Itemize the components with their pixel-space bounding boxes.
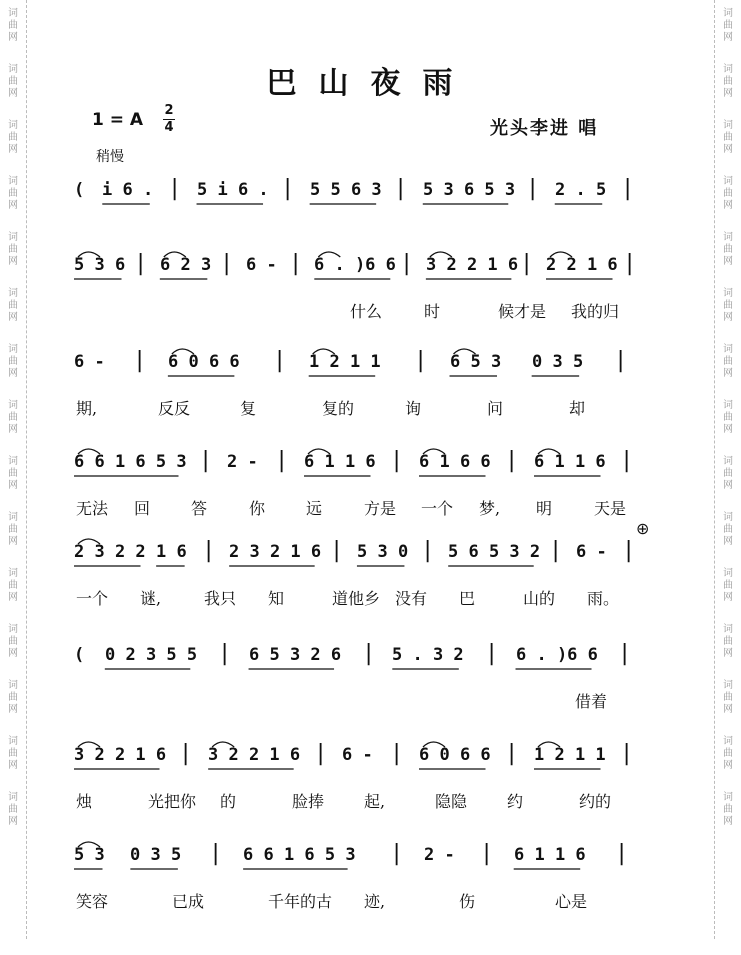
lyric-word: 约的 <box>579 792 612 811</box>
barline: | <box>330 538 344 563</box>
slur-arc <box>454 349 476 354</box>
watermark-char: 网 <box>723 144 733 155</box>
watermark-char: 曲 <box>8 748 18 759</box>
lyric-word: 反反 <box>158 399 191 418</box>
watermark-char: 网 <box>8 144 18 155</box>
watermark-char: 曲 <box>8 132 18 143</box>
watermark-char: 词 <box>723 568 733 579</box>
note-group: 0 3 5 <box>130 845 182 865</box>
note-group: 2 . 5 <box>555 180 607 200</box>
note-group: 5 3 6 5 3 <box>423 180 516 200</box>
barline: | <box>620 741 634 766</box>
barline: | <box>390 741 404 766</box>
lyric-word: 道他乡 <box>332 589 381 608</box>
barline: | <box>220 251 234 276</box>
barline: | <box>549 538 563 563</box>
slur-arc <box>430 252 452 257</box>
watermark-char: 网 <box>8 704 18 715</box>
key-signature: 1 = A <box>92 110 144 130</box>
watermark-char: 曲 <box>723 748 733 759</box>
watermark-char: 词 <box>8 512 18 523</box>
watermark-char: 曲 <box>8 468 18 479</box>
watermark-char: 曲 <box>723 468 733 479</box>
watermark-char: 网 <box>8 256 18 267</box>
barline: | <box>134 251 148 276</box>
beam-and-slur-marks <box>70 170 655 220</box>
notation-line <box>70 641 655 675</box>
watermark-char: 词 <box>723 344 733 355</box>
watermark-char: 网 <box>723 704 733 715</box>
barline: | <box>218 641 232 666</box>
barline: | <box>621 176 635 201</box>
watermark-char: 词 <box>723 512 733 523</box>
slur-arc <box>538 742 560 747</box>
time-signature <box>163 104 175 135</box>
lyric-word: 却 <box>569 399 586 418</box>
barline: | <box>209 841 223 866</box>
watermark-char: 词 <box>8 568 18 579</box>
watermark-char: 词 <box>723 120 733 131</box>
watermark-char: 曲 <box>723 636 733 647</box>
watermark-char: 词 <box>8 792 18 803</box>
note-group: 2 3 2 1 6 <box>229 542 322 562</box>
lyric-word: 约 <box>507 792 524 811</box>
watermark-char: 曲 <box>723 188 733 199</box>
watermark-char: 网 <box>723 200 733 211</box>
watermark-char: 曲 <box>723 692 733 703</box>
lyric-word: 的 <box>220 792 237 811</box>
barline: | <box>615 841 629 866</box>
note-group: 6 0 6 6 <box>419 745 491 765</box>
barline: | <box>505 741 519 766</box>
lyric-word: 询 <box>405 399 422 418</box>
watermark-char: 曲 <box>8 636 18 647</box>
lyric-word: 笑容 <box>76 892 109 911</box>
note-group: 1 2 1 1 <box>309 352 381 372</box>
note-group: 6 6 1 6 5 3 <box>74 452 187 472</box>
lyric-word: 问 <box>487 399 504 418</box>
barline: | <box>526 176 540 201</box>
singer-credit: 光头李进 唱 <box>490 118 599 139</box>
watermark-char: 网 <box>8 424 18 435</box>
lyric-word: 答 <box>191 499 208 518</box>
note-group: 6 2 3 <box>160 255 212 275</box>
watermark-char: 网 <box>8 480 18 491</box>
note-group: i 6 . <box>102 180 154 200</box>
watermark-char: 词 <box>723 176 733 187</box>
lyrics-line <box>70 299 655 323</box>
lyric-word: 已成 <box>172 892 205 911</box>
lyrics-line <box>70 586 655 610</box>
watermark-char: 网 <box>8 312 18 323</box>
watermark-char: 网 <box>723 648 733 659</box>
lyric-word: 心是 <box>555 892 588 911</box>
lyric-word: 隐隐 <box>435 792 468 811</box>
watermark-char: 网 <box>723 256 733 267</box>
slur-arc <box>538 449 560 454</box>
note-group: 5 3 <box>74 845 105 865</box>
barline: | <box>390 841 404 866</box>
note-group: 6 6 1 6 5 3 <box>243 845 356 865</box>
lyrics-line <box>70 889 655 913</box>
lyric-word: 复的 <box>322 399 355 418</box>
lyric-word: 回 <box>134 499 151 518</box>
barline: | <box>314 741 328 766</box>
beam-and-slur-marks <box>70 342 655 392</box>
slur-arc <box>78 252 100 257</box>
slur-arc <box>313 349 335 354</box>
watermark-char: 词 <box>8 680 18 691</box>
watermark-char: 词 <box>8 176 18 187</box>
barline: | <box>202 538 216 563</box>
watermark-char: 词 <box>723 64 733 75</box>
watermark-char: 词 <box>8 288 18 299</box>
beam-and-slur-marks <box>70 835 655 885</box>
barline: | <box>273 348 287 373</box>
lyric-word: 巴 <box>459 589 476 608</box>
watermark-char: 词 <box>723 456 733 467</box>
note-group: 5 5 6 3 <box>310 180 382 200</box>
lyric-word: 我的归 <box>571 302 620 321</box>
watermark-char: 网 <box>723 312 733 323</box>
slur-arc <box>164 252 186 257</box>
left-watermark-strip <box>0 0 27 939</box>
lyric-word: 无法 <box>76 499 109 518</box>
watermark-char: 词 <box>723 400 733 411</box>
watermark-char: 网 <box>8 368 18 379</box>
notation-line <box>70 176 655 210</box>
notation-line <box>70 251 655 285</box>
barline: | <box>400 251 414 276</box>
lyric-word: 我只 <box>204 589 237 608</box>
lyric-word: 一个 <box>421 499 454 518</box>
note-group: 0 3 5 <box>532 352 584 372</box>
lyric-word: 明 <box>536 499 553 518</box>
watermark-char: 曲 <box>723 356 733 367</box>
lyric-word: 伤 <box>459 892 476 911</box>
barline: | <box>133 348 147 373</box>
watermark-char: 曲 <box>8 524 18 535</box>
note-group: 6 - <box>576 542 607 562</box>
watermark-char: 词 <box>8 64 18 75</box>
watermark-char: 网 <box>8 536 18 547</box>
notation-line <box>70 448 655 482</box>
slur-arc <box>550 252 572 257</box>
note-group: 6 1 1 6 <box>514 845 586 865</box>
meter-top: 2 <box>164 103 174 118</box>
watermark-char: 曲 <box>723 804 733 815</box>
note-group: 5 i 6 . <box>197 180 269 200</box>
watermark-char: 词 <box>723 624 733 635</box>
note-group: 3 2 2 1 6 <box>74 745 167 765</box>
slur-arc <box>318 252 340 257</box>
watermark-char: 词 <box>8 232 18 243</box>
note-group: 2 3 2 2 <box>74 542 146 562</box>
watermark-char: 词 <box>723 232 733 243</box>
notation-line <box>70 348 655 382</box>
barline: | <box>520 251 534 276</box>
watermark-char: 网 <box>723 480 733 491</box>
lyric-word: 谜, <box>140 589 162 608</box>
lyric-word: 复 <box>240 399 257 418</box>
note-group: 6 5 3 <box>450 352 502 372</box>
slur-arc <box>423 449 445 454</box>
watermark-char: 词 <box>8 624 18 635</box>
barline: | <box>179 741 193 766</box>
lyric-word: 光把你 <box>148 792 197 811</box>
watermark-char: 网 <box>8 760 18 771</box>
note-group: 2 - <box>227 452 258 472</box>
note-group: 1 2 1 1 <box>534 745 606 765</box>
barline: | <box>289 251 303 276</box>
watermark-char: 词 <box>723 288 733 299</box>
note-group: 6 - <box>342 745 373 765</box>
watermark-char: 词 <box>8 120 18 131</box>
watermark-char: 曲 <box>723 412 733 423</box>
lyric-word: 迹, <box>364 892 386 911</box>
slur-arc <box>78 449 100 454</box>
note-group: 6 - <box>246 255 277 275</box>
watermark-char: 曲 <box>723 20 733 31</box>
watermark-char: 网 <box>8 32 18 43</box>
note-group: ( <box>74 180 85 200</box>
watermark-char: 网 <box>723 424 733 435</box>
lyrics-line <box>70 789 655 813</box>
barline: | <box>394 176 408 201</box>
lyric-word: 千年的古 <box>268 892 333 911</box>
watermark-char: 网 <box>723 760 733 771</box>
barline: | <box>614 348 628 373</box>
barline: | <box>275 448 289 473</box>
meter-bottom: 4 <box>164 120 174 135</box>
lyrics-line <box>70 496 655 520</box>
watermark-char: 曲 <box>723 524 733 535</box>
watermark-char: 曲 <box>8 300 18 311</box>
watermark-char: 网 <box>723 32 733 43</box>
note-group: 6 0 6 6 <box>168 352 240 372</box>
barline: | <box>281 176 295 201</box>
note-group: 6 1 1 6 <box>534 452 606 472</box>
beam-and-slur-marks <box>70 442 655 492</box>
note-group: 6 1 6 6 <box>419 452 491 472</box>
slur-arc <box>212 742 234 747</box>
watermark-char: 网 <box>723 536 733 547</box>
barline: | <box>168 176 182 201</box>
watermark-char: 曲 <box>723 300 733 311</box>
lyric-word: 什么 <box>350 302 383 321</box>
lyric-word: 雨。 <box>587 589 620 608</box>
barline: | <box>505 448 519 473</box>
note-group: 0 2 3 5 5 <box>105 645 198 665</box>
watermark-char: 曲 <box>8 412 18 423</box>
slur-arc <box>78 842 100 847</box>
watermark-char: 词 <box>8 736 18 747</box>
watermark-char: 词 <box>723 736 733 747</box>
slur-arc <box>78 539 100 544</box>
lyric-word: 没有 <box>395 589 428 608</box>
watermark-char: 网 <box>8 816 18 827</box>
notation-line <box>70 741 655 775</box>
watermark-char: 网 <box>723 816 733 827</box>
barline: | <box>362 641 376 666</box>
coda-marker: ⊕ <box>636 519 650 538</box>
watermark-char: 网 <box>8 648 18 659</box>
lyric-word: 起, <box>364 792 386 811</box>
lyrics-line <box>70 689 655 713</box>
watermark-char: 网 <box>723 88 733 99</box>
lyric-word: 一个 <box>76 589 109 608</box>
barline: | <box>199 448 213 473</box>
lyric-word: 借着 <box>575 692 608 711</box>
watermark-char: 网 <box>8 88 18 99</box>
watermark-char: 曲 <box>723 76 733 87</box>
watermark-char: 词 <box>723 8 733 19</box>
note-group: 3 2 2 1 6 <box>208 745 301 765</box>
beam-and-slur-marks <box>70 532 655 582</box>
slur-arc <box>308 449 330 454</box>
note-group: ( <box>74 645 85 665</box>
beam-and-slur-marks <box>70 735 655 785</box>
watermark-char: 曲 <box>8 76 18 87</box>
note-group: 1 6 <box>156 542 187 562</box>
slur-arc <box>172 349 194 354</box>
right-watermark-strip <box>714 0 741 939</box>
note-group: 5 3 6 <box>74 255 126 275</box>
slur-arc <box>423 742 445 747</box>
barline: | <box>620 448 634 473</box>
watermark-char: 曲 <box>8 244 18 255</box>
slur-arc <box>78 742 100 747</box>
note-group: 2 2 1 6 <box>546 255 618 275</box>
barline: | <box>623 251 637 276</box>
notation-line <box>70 841 655 875</box>
watermark-char: 词 <box>723 792 733 803</box>
lyric-word: 时 <box>424 302 441 321</box>
watermark-char: 词 <box>8 400 18 411</box>
lyric-word: 知 <box>268 589 285 608</box>
note-group: 5 6 5 3 2 <box>448 542 541 562</box>
song-title: 巴山夜雨 <box>266 66 475 101</box>
note-group: 6 5 3 2 6 <box>249 645 342 665</box>
lyric-word: 你 <box>249 499 266 518</box>
note-group: 2 - <box>424 845 455 865</box>
barline: | <box>480 841 494 866</box>
lyric-word: 期, <box>76 399 98 418</box>
barline: | <box>414 348 428 373</box>
lyric-word: 烛 <box>76 792 93 811</box>
note-group: 5 . 3 2 <box>392 645 464 665</box>
barline: | <box>485 641 499 666</box>
watermark-char: 网 <box>8 200 18 211</box>
lyric-word: 候才是 <box>498 302 547 321</box>
barline: | <box>421 538 435 563</box>
watermark-char: 网 <box>8 592 18 603</box>
beam-and-slur-marks <box>70 635 655 685</box>
note-group: 3 2 2 1 6 <box>426 255 519 275</box>
barline: | <box>390 448 404 473</box>
watermark-char: 曲 <box>8 356 18 367</box>
watermark-char: 词 <box>8 344 18 355</box>
lyric-word: 山的 <box>523 589 556 608</box>
watermark-char: 曲 <box>8 188 18 199</box>
watermark-char: 曲 <box>8 804 18 815</box>
watermark-char: 词 <box>8 8 18 19</box>
note-group: 6 . )6 6 <box>516 645 598 665</box>
lyrics-line <box>70 396 655 420</box>
lyric-word: 远 <box>306 499 323 518</box>
watermark-char: 网 <box>723 592 733 603</box>
beam-and-slur-marks <box>70 245 655 295</box>
note-group: 6 1 1 6 <box>304 452 376 472</box>
watermark-char: 曲 <box>723 580 733 591</box>
watermark-char: 曲 <box>8 692 18 703</box>
watermark-char: 词 <box>723 680 733 691</box>
watermark-char: 曲 <box>723 244 733 255</box>
watermark-char: 曲 <box>723 132 733 143</box>
lyric-word: 方是 <box>364 499 397 518</box>
barline: | <box>622 538 636 563</box>
lyric-word: 天是 <box>594 499 627 518</box>
lyric-word: 梦, <box>479 499 501 518</box>
note-group: 6 . )6 6 <box>314 255 396 275</box>
lyric-word: 脸捧 <box>292 792 325 811</box>
notation-line <box>70 538 655 572</box>
watermark-char: 词 <box>8 456 18 467</box>
watermark-char: 网 <box>723 368 733 379</box>
watermark-char: 曲 <box>8 580 18 591</box>
watermark-char: 曲 <box>8 20 18 31</box>
note-group: 6 - <box>74 352 105 372</box>
barline: | <box>618 641 632 666</box>
note-group: 5 3 0 <box>357 542 409 562</box>
tempo-marking: 稍慢 <box>96 149 124 165</box>
